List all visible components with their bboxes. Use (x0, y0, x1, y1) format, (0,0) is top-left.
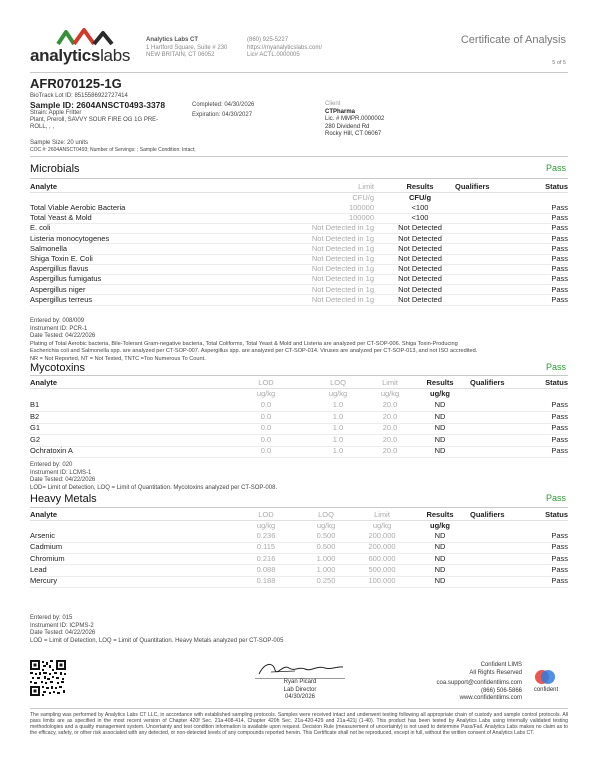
result-cell: ND (434, 553, 446, 563)
analyte-cell: Total Yeast & Mold (30, 213, 92, 223)
analyte-cell: Chromium (30, 553, 65, 563)
heavy-metals-header-row (30, 510, 568, 520)
loq-cell: 1.0 (332, 434, 344, 444)
lims-url[interactable]: www.confidentlims.com (459, 695, 522, 701)
signature-icon (255, 660, 345, 678)
lod-cell: 0.0 (260, 411, 272, 421)
result-cell: ND (434, 423, 446, 432)
microbials-title: Microbials (30, 163, 80, 175)
note-line: LOD = Limit of Detection, LOQ = Limit of Quantitation. Heavy Metals analyzed per CT-SOP-005 (30, 637, 284, 644)
logo-text-main: analytics (30, 46, 101, 65)
col-lod: LOD (258, 510, 274, 519)
note-line: NR = Not Reported, NT = Not Tested, TNTC =Too Numerous To Count. (30, 355, 206, 362)
loq-cell: 1.0 (332, 400, 344, 409)
lims-phone: (866) 506-5866 (480, 687, 522, 694)
heavy-metals-status: Pass (545, 493, 566, 503)
limit-cell: Not Detected in 1g (311, 294, 374, 304)
client-name: CTPharma (325, 108, 356, 115)
limit-cell: Not Detected in 1g (311, 284, 374, 294)
table-row (30, 446, 568, 456)
analyte-cell: Aspergillus niger (30, 284, 86, 294)
analyte-cell: B1 (30, 400, 40, 409)
status-cell: Pass (551, 223, 568, 233)
heavy-metals-units-row (30, 521, 568, 531)
result-cell: Not Detected (398, 233, 442, 243)
microbials-units-row (30, 193, 568, 203)
result-cell: Not Detected (398, 284, 442, 294)
col-lod: LOD (258, 378, 274, 387)
status-cell: Pass (551, 254, 568, 263)
table-row (30, 423, 568, 433)
footer-disclaimer: The sampling was performed by Analytics Labs CT LLC, in accordance with established sampling protocols. Samples were received intact and underwent testing following all appropriate chain of custody and sample control protocols. All pass limits are as specified in the most recent version of Chapter 420f Sec. 21a-408-414, Chapter 420h Sec. 21a-420-429 and 21a-421j (1-40). This product has been tested by Analytics Labs using internally validated testing methodologies and a quality management system. Uncertainty and test condition information is available upon request. Decision Rule (measurement of uncertainty) is not used to determine Pass/Fail. Analytics Labs makes no claim as to the efficacy, safety, or other risk associated with any detected, or non-detected levels of any compounds reported herein. This Certificate shall not be reproduced, except in full, without the written consent of Analytics Labs CT. (30, 712, 568, 737)
limit-cell: 600.000 (368, 553, 396, 563)
limit-cell: 200.000 (368, 542, 396, 552)
note-line: Date Tested: 04/22/2026 (30, 333, 96, 339)
lod-cell: 0.0 (260, 423, 272, 432)
note-line: Entered by: 015 (30, 615, 73, 621)
note-line: Escherichia coli and Salmonella spp. are analyzed per CT-SOP-007. Aspergillus spp. are analyzed per CT-SOP-014. Viruses are analyzed per CT-SOP-013, and not ISO accredited. (30, 348, 478, 354)
lims-name: Confident LIMS (480, 662, 522, 668)
sample-size: Sample Size: 20 units (30, 140, 89, 146)
col-analyte: Analyte (30, 510, 58, 519)
logo-mark-icon (56, 28, 116, 46)
table-row (30, 400, 568, 410)
mycotoxins-units-row (30, 389, 568, 399)
loq-cell: 1.0 (332, 446, 344, 455)
mycotoxins-divider (30, 375, 568, 376)
lab-address-line2: NEW BRITAIN, CT 06052 (146, 52, 215, 58)
col-results: Results (426, 510, 454, 519)
mycotoxins-notes (30, 462, 570, 492)
result-cell: Not Detected (398, 243, 442, 253)
client-address2: Rocky Hill, CT 06067 (325, 131, 382, 137)
status-cell: Pass (551, 423, 568, 432)
unit-limit: CFU/g (352, 193, 374, 202)
limit-cell: Not Detected in 1g (311, 243, 374, 253)
limit-cell: Not Detected in 1g (311, 274, 374, 284)
lod-cell: 0.0 (260, 400, 272, 409)
status-cell: Pass (551, 400, 568, 409)
analyte-cell: E. coli (30, 223, 51, 233)
footer-divider (30, 708, 568, 709)
lod-cell: 0.0 (260, 446, 272, 455)
col-status: Status (545, 182, 568, 191)
limit-cell: 100000 (348, 213, 374, 223)
lab-name: Analytics Labs CT (146, 37, 199, 43)
microbials-status: Pass (545, 163, 566, 173)
signer-name: Ryan Picard (283, 679, 317, 685)
result-cell: Not Detected (398, 264, 442, 274)
microbials-notes (30, 318, 570, 363)
lod-cell: 0.216 (256, 553, 276, 563)
lims-rights: All Rights Reserved (469, 669, 522, 676)
result-cell: ND (434, 446, 446, 455)
table-row (30, 213, 568, 223)
unit-loq: ug/kg (328, 389, 348, 398)
analyte-cell: Aspergillus fumigatus (30, 274, 102, 284)
limit-cell: 500.000 (368, 564, 396, 574)
col-qualifiers: Qualifiers (470, 510, 505, 519)
status-cell: Pass (551, 243, 568, 253)
loq-cell: 1.000 (316, 564, 336, 574)
lims-logo (524, 668, 568, 698)
unit-results: ug/kg (430, 521, 450, 530)
lab-url[interactable]: https://myanalyticslabs.com/ (247, 44, 323, 51)
lims-brand: confident (533, 687, 559, 693)
table-row (30, 295, 568, 305)
lod-cell: 0.236 (256, 531, 276, 540)
table-row (30, 531, 568, 541)
limit-cell: Not Detected in 1g (311, 223, 374, 233)
limit-cell: Not Detected in 1g (311, 254, 374, 263)
analyte-cell: Salmonella (30, 243, 68, 253)
mycotoxins-header-row (30, 378, 568, 388)
coc-line: COC #: 2604ANSCT0493; Number of Servings: ; Sample Condition: Intact; (30, 147, 196, 153)
heavy-metals-divider (30, 507, 568, 508)
col-analyte: Analyte (30, 378, 58, 387)
note-line: Instrument ID: PCR-1 (30, 325, 88, 332)
logo-text-suffix: labs (100, 46, 131, 65)
loq-cell: 1.0 (332, 423, 344, 432)
table-row (30, 554, 568, 564)
result-cell: Not Detected (398, 294, 442, 304)
col-limit: Limit (374, 510, 390, 519)
lod-cell: 0.115 (256, 542, 276, 552)
analyte-cell: Cadmium (30, 542, 63, 552)
document-title: Certificate of Analysis (460, 34, 566, 46)
limit-cell: 20.0 (382, 423, 398, 432)
limit-cell: 100000 (348, 203, 374, 212)
signature-date: 04/30/2026 (284, 694, 316, 700)
row-divider (30, 305, 568, 306)
loq-cell: 0.500 (316, 531, 336, 540)
product-line1: Plant, Preroll, SAVVY SOUR FIRE OG 1G PRE- (30, 117, 159, 123)
analyte-cell: Aspergillus terreus (30, 294, 93, 304)
limit-cell: 20.0 (382, 446, 398, 455)
table-row (30, 542, 568, 552)
table-row (30, 412, 568, 422)
unit-lod: ug/kg (256, 521, 276, 530)
col-results: Results (406, 182, 434, 191)
unit-limit: ug/kg (380, 389, 400, 398)
status-cell: Pass (551, 294, 568, 304)
col-results: Results (426, 378, 454, 387)
result-cell: ND (434, 434, 446, 444)
col-analyte: Analyte (30, 182, 58, 191)
col-status: Status (545, 510, 568, 519)
result-cell: ND (434, 531, 446, 540)
table-row (30, 576, 568, 586)
loq-cell: 0.500 (316, 542, 336, 552)
analyte-cell: Ochratoxin A (30, 446, 73, 455)
note-line: Date Tested: 04/22/2026 (30, 630, 96, 636)
note-line: Instrument ID: LCMS-1 (30, 469, 92, 476)
analyte-cell: Total Viable Aerobic Bacteria (30, 203, 126, 212)
result-cell: Not Detected (398, 223, 442, 233)
lims-email[interactable]: coa.support@confidentlims.com (436, 680, 522, 686)
status-cell: Pass (551, 446, 568, 455)
microbials-divider (30, 178, 568, 179)
lab-address-line1: 1 Hartford Square, Suite # 230 (146, 44, 228, 51)
note-line: Date Tested: 04/22/2026 (30, 477, 96, 483)
qr-code[interactable] (30, 660, 66, 696)
limit-cell: 20.0 (382, 411, 398, 421)
limit-cell: 20.0 (382, 400, 398, 409)
heavy-metals-notes (30, 615, 570, 645)
col-loq: LOQ (330, 378, 346, 387)
lab-logo (30, 28, 135, 68)
col-loq: LOQ (318, 510, 334, 519)
status-cell: Pass (551, 203, 568, 212)
limit-cell: Not Detected in 1g (311, 233, 374, 243)
status-cell: Pass (551, 274, 568, 284)
status-cell: Pass (551, 284, 568, 294)
note-line: Instrument ID: ICPMS-2 (30, 622, 94, 629)
analyte-cell: Arsenic (30, 531, 56, 540)
limit-cell: 200.000 (368, 531, 396, 540)
table-row (30, 264, 568, 274)
analyte-cell: B2 (30, 411, 40, 421)
col-limit: Limit (382, 378, 398, 387)
analyte-cell: Aspergillus flavus (30, 264, 89, 274)
unit-results: ug/kg (430, 389, 450, 398)
completed-date: Completed: 04/30/2026 (192, 102, 255, 108)
unit-lod: ug/kg (256, 389, 276, 398)
loq-cell: 1.000 (316, 553, 336, 563)
note-line: LOD= Limit of Detection, LOQ = Limit of Quantitation. Mycotoxins analyzed per CT-SOP-008. (30, 484, 278, 491)
table-row (30, 435, 568, 445)
confident-logo-icon (534, 668, 556, 686)
status-cell: Pass (551, 576, 568, 586)
lod-cell: 0.188 (256, 576, 276, 586)
client-label: Client (325, 101, 341, 107)
table-row (30, 565, 568, 575)
lod-cell: 0.0 (260, 434, 272, 444)
loq-cell: 1.0 (332, 411, 344, 421)
table-row (30, 223, 568, 233)
status-cell: Pass (551, 564, 568, 574)
expiration-date: Expiration: 04/30/2027 (192, 112, 253, 118)
limit-cell: Not Detected in 1g (311, 264, 374, 274)
status-cell: Pass (551, 542, 568, 552)
table-row (30, 274, 568, 284)
signature-block (245, 660, 355, 702)
page-number: 5 of 5 (552, 60, 566, 66)
status-cell: Pass (551, 531, 568, 540)
signer-title: Lab Director (283, 686, 317, 693)
lab-phone: (860) 925-5227 (247, 37, 289, 43)
table-row (30, 244, 568, 254)
result-cell: ND (434, 542, 446, 552)
table-row (30, 254, 568, 264)
client-address1: 280 Dividend Rd (325, 123, 370, 130)
client-license: Lic. # MMPR.0000002 (325, 116, 385, 122)
unit-results: CFU/g (408, 193, 432, 202)
col-limit: Limit (358, 182, 374, 191)
analyte-cell: G1 (30, 423, 41, 432)
qr-code-icon (30, 660, 66, 696)
microbials-header-row (30, 182, 568, 192)
unit-limit: ug/kg (372, 521, 392, 530)
result-cell: <100 (411, 203, 429, 212)
sample-id: Sample ID: 2604ANSCT0493-3378 (30, 100, 166, 110)
sample-lot-title: AFR070125-1G (30, 76, 122, 91)
lod-cell: 0.088 (256, 564, 276, 574)
loq-cell: 0.250 (316, 576, 336, 586)
status-cell: Pass (551, 264, 568, 274)
biotrack-lot-id: BioTrack Lot ID: 8515586922727414 (30, 93, 128, 99)
heavy-metals-title: Heavy Metals (30, 493, 97, 505)
status-cell: Pass (551, 434, 568, 444)
result-cell: ND (434, 576, 446, 586)
lab-license: Lic# ACTL.0000005 (247, 52, 300, 58)
table-row (30, 234, 568, 244)
result-cell: <100 (411, 213, 429, 223)
analyte-cell: Lead (30, 564, 47, 574)
result-cell: ND (434, 400, 446, 409)
col-status: Status (545, 378, 568, 387)
unit-loq: ug/kg (316, 521, 336, 530)
note-line: Plating of Total Aerobic bacteria, Bile-Tolerant Gram-negative bacteria, Total Coliforms, Total Yeast & Mold and Listeria are analyzed per CT-SOP-006. Shiga Toxin-Producing (30, 340, 458, 347)
result-cell: Not Detected (398, 254, 442, 263)
limit-cell: 20.0 (382, 434, 398, 444)
analyte-cell: Mercury (30, 576, 58, 586)
mycotoxins-title: Mycotoxins (30, 362, 86, 374)
note-line: Entered by: 008/009 (30, 318, 85, 324)
mycotoxins-status: Pass (545, 362, 566, 372)
result-cell: ND (434, 411, 446, 421)
analyte-cell: Listeria monocytogenes (30, 233, 110, 243)
status-cell: Pass (551, 553, 568, 563)
result-cell: Not Detected (398, 274, 442, 284)
col-qualifiers: Qualifiers (455, 182, 490, 191)
analyte-cell: Shiga Toxin E. Coli (30, 254, 93, 263)
product-line2: ROLL, , , (30, 124, 55, 130)
table-row (30, 285, 568, 295)
status-cell: Pass (551, 213, 568, 223)
limit-cell: 100.000 (368, 576, 396, 586)
status-cell: Pass (551, 411, 568, 421)
result-cell: ND (434, 564, 446, 574)
row-divider (30, 587, 568, 588)
analyte-cell: G2 (30, 434, 41, 444)
table-row (30, 203, 568, 213)
strain: Strain: Apple Fritter (30, 110, 82, 116)
header-divider (30, 72, 568, 73)
note-line: Entered by: 020 (30, 462, 73, 468)
sample-divider (30, 156, 568, 157)
col-qualifiers: Qualifiers (470, 378, 505, 387)
status-cell: Pass (551, 233, 568, 243)
row-divider (30, 457, 568, 458)
